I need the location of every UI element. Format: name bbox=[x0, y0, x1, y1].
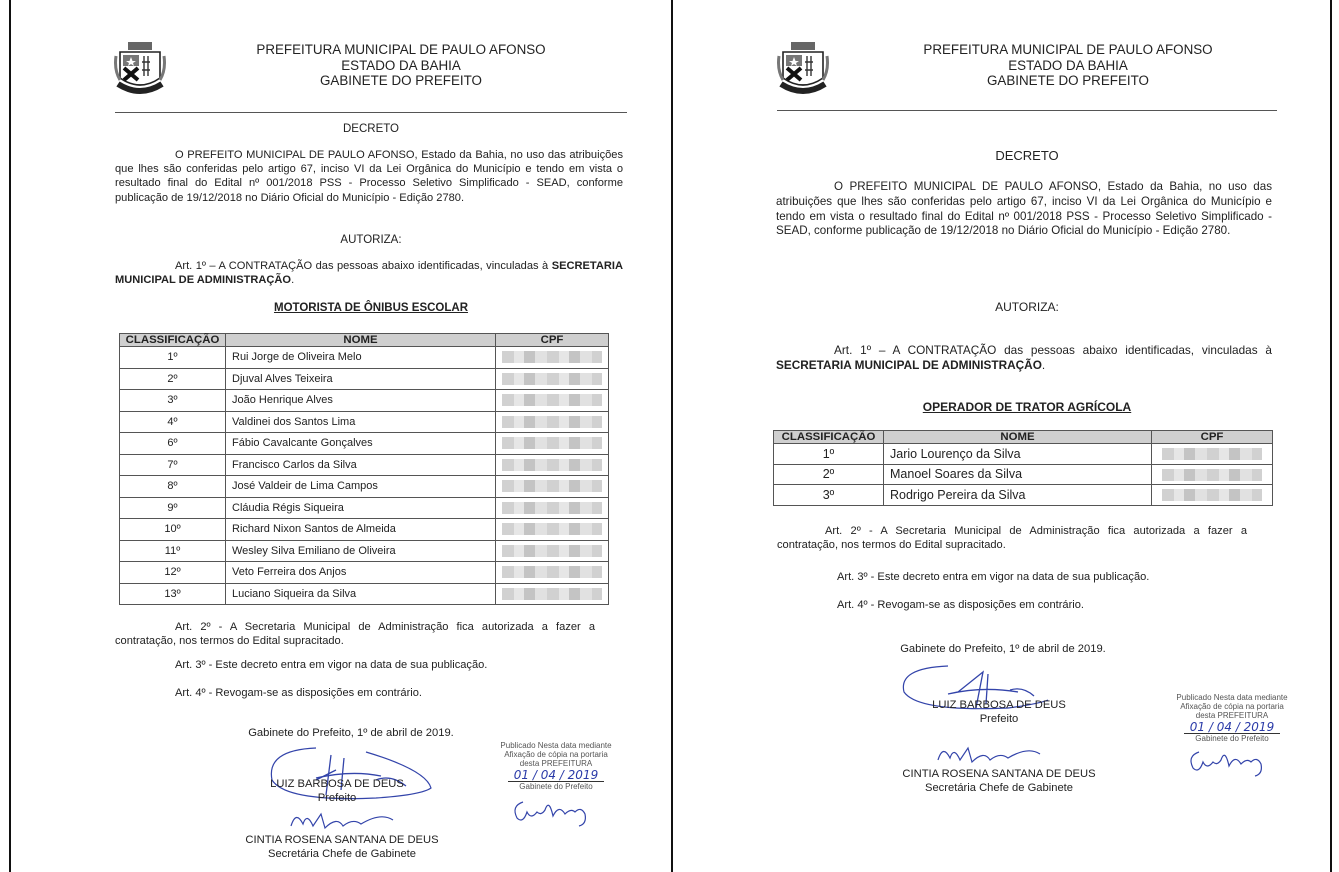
cell-classificacao: 11º bbox=[120, 540, 226, 562]
article-4: Art. 4º - Revogam-se as disposições em contrário. bbox=[175, 687, 422, 699]
table-row bbox=[120, 519, 609, 541]
table-row bbox=[120, 476, 609, 498]
cell-cpf-redacted bbox=[496, 540, 609, 562]
cell-classificacao: 13º bbox=[120, 583, 226, 605]
autoriza-heading: AUTORIZA: bbox=[340, 234, 402, 246]
table-row bbox=[120, 540, 609, 562]
cell-cpf-redacted bbox=[1152, 485, 1273, 506]
signer-1-role: Prefeito bbox=[979, 713, 1019, 725]
cell-cpf-redacted bbox=[496, 476, 609, 498]
cell-nome: Veto Ferreira dos Anjos bbox=[226, 562, 496, 584]
chief-of-staff-signature bbox=[928, 740, 1048, 770]
candidates-table-body bbox=[774, 444, 1273, 506]
signer-1-name: LUIZ BARBOSA DE DEUS bbox=[270, 778, 404, 790]
cell-cpf-redacted bbox=[496, 454, 609, 476]
page-edge-right bbox=[1330, 0, 1332, 872]
cell-classificacao: 7º bbox=[120, 454, 226, 476]
column-header-nome: NOME bbox=[884, 431, 1152, 444]
redaction-blur bbox=[502, 523, 602, 535]
cell-cpf-redacted bbox=[496, 519, 609, 541]
header-divider bbox=[115, 112, 627, 113]
cell-nome: Wesley Silva Emiliano de Oliveira bbox=[226, 540, 496, 562]
redaction-blur bbox=[1162, 489, 1262, 501]
cell-classificacao: 3º bbox=[120, 390, 226, 412]
article-2-text: Art. 2º - A Secretaria Municipal de Administração fica autorizada a fazer a contratação, nos termos do Edital supracitado. bbox=[115, 621, 595, 648]
signer-1-role: Prefeito bbox=[317, 792, 357, 804]
municipal-crest-logo bbox=[777, 40, 829, 98]
cell-nome: José Valdeir de Lima Campos bbox=[226, 476, 496, 498]
cell-cpf-redacted bbox=[496, 368, 609, 390]
article-3: Art. 3º - Este decreto entra em vigor na data de sua publicação. bbox=[837, 571, 1150, 583]
header-divider bbox=[777, 110, 1277, 111]
signer-2-name: CINTIA ROSENA SANTANA DE DEUS bbox=[245, 834, 439, 846]
cell-cpf-redacted bbox=[496, 497, 609, 519]
column-header-classificacao: CLASSIFICAÇÃO bbox=[120, 334, 226, 347]
cell-nome: Francisco Carlos da Silva bbox=[226, 454, 496, 476]
cell-nome: Jario Lourenço da Silva bbox=[884, 444, 1152, 465]
column-header-nome: NOME bbox=[226, 334, 496, 347]
column-header-cpf: CPF bbox=[496, 334, 609, 347]
cell-cpf-redacted bbox=[496, 562, 609, 584]
autoriza-heading: AUTORIZA: bbox=[995, 300, 1059, 314]
redaction-blur bbox=[502, 480, 602, 492]
letterhead bbox=[231, 42, 571, 89]
cell-classificacao: 10º bbox=[120, 519, 226, 541]
redaction-blur bbox=[502, 394, 602, 406]
cell-classificacao: 9º bbox=[120, 497, 226, 519]
letterhead-line-3: GABINETE DO PREFEITO bbox=[320, 73, 482, 88]
cell-classificacao: 1º bbox=[120, 347, 226, 369]
section-title-motorista: MOTORISTA DE ÔNIBUS ESCOLAR bbox=[273, 302, 469, 314]
article-1: Art. 1º – A CONTRATAÇÃO das pessoas abaixo identificadas, vinculadas à SECRETARIA MUNICIPAL DE ADMINISTRAÇÃO. bbox=[115, 260, 623, 287]
redaction-blur bbox=[502, 459, 602, 471]
redaction-blur bbox=[502, 566, 602, 578]
article-3: Art. 3º - Este decreto entra em vigor na data de sua publicação. bbox=[175, 659, 488, 671]
cell-classificacao: 4º bbox=[120, 411, 226, 433]
preamble-paragraph bbox=[115, 148, 623, 205]
document-page-left bbox=[11, 0, 671, 872]
cell-cpf-redacted bbox=[496, 583, 609, 605]
cell-nome: Rodrigo Pereira da Silva bbox=[884, 485, 1152, 506]
cell-nome: Valdinei dos Santos Lima bbox=[226, 411, 496, 433]
preamble-text: O PREFEITO MUNICIPAL DE PAULO AFONSO, Estado da Bahia, no uso das atribuições que lhes são conferidas pelo artigo 67, inciso VI da Lei Orgânica do Município e tendo em vista o resultado final do Edital nº 001/2018 PSS - Processo Seletivo Simplificado - SEAD, conforme publicação de 19/12/2018 no Diário Oficial do Município - Edição 2780. bbox=[776, 180, 1272, 238]
cell-classificacao: 1º bbox=[774, 444, 884, 465]
cell-classificacao: 3º bbox=[774, 485, 884, 506]
letterhead-line-2: ESTADO DA BAHIA bbox=[1008, 57, 1128, 73]
table-row bbox=[774, 485, 1273, 506]
letterhead-line-1: PREFEITURA MUNICIPAL DE PAULO AFONSO bbox=[923, 42, 1213, 57]
stamp-date: 01 / 04 / 2019 bbox=[508, 769, 604, 782]
article-2 bbox=[777, 524, 1247, 552]
cell-nome: Djuval Alves Teixeira bbox=[226, 368, 496, 390]
table-row bbox=[120, 347, 609, 369]
cell-nome: Fábio Cavalcante Gonçalves bbox=[226, 433, 496, 455]
table-row bbox=[120, 368, 609, 390]
cell-classificacao: 2º bbox=[774, 464, 884, 485]
cell-nome: Richard Nixon Santos de Almeida bbox=[226, 519, 496, 541]
publication-stamp: Publicado Nesta data mediante Afixação de cópia na portaria desta PREFEITURA 01 / 04 / 2019 Gabinete do Prefeito bbox=[500, 741, 612, 791]
decree-title: DECRETO bbox=[995, 148, 1059, 163]
table-row bbox=[120, 562, 609, 584]
letterhead-line-1: PREFEITURA MUNICIPAL DE PAULO AFONSO bbox=[256, 42, 546, 57]
stamp-signature bbox=[509, 794, 599, 828]
cell-nome: Luciano Siqueira da Silva bbox=[226, 583, 496, 605]
preamble-paragraph bbox=[776, 180, 1272, 239]
signer-1-name: LUIZ BARBOSA DE DEUS bbox=[932, 699, 1066, 711]
redaction-blur bbox=[502, 351, 602, 363]
article-1-text: Art. 1º – A CONTRATAÇÃO das pessoas abaixo identificadas, vinculadas à bbox=[834, 343, 1272, 357]
redaction-blur bbox=[502, 502, 602, 514]
table-row bbox=[120, 454, 609, 476]
column-header-cpf: CPF bbox=[1152, 431, 1273, 444]
table-row bbox=[120, 583, 609, 605]
cell-cpf-redacted bbox=[496, 390, 609, 412]
redaction-blur bbox=[502, 545, 602, 557]
redaction-blur bbox=[502, 416, 602, 428]
cell-cpf-redacted bbox=[496, 411, 609, 433]
candidates-table bbox=[773, 430, 1273, 506]
article-4: Art. 4º - Revogam-se as disposições em contrário. bbox=[837, 599, 1084, 611]
candidates-table bbox=[119, 333, 609, 605]
signer-2-role: Secretária Chefe de Gabinete bbox=[267, 848, 417, 860]
article-2-text: Art. 2º - A Secretaria Municipal de Administração fica autorizada a fazer a contratação, nos termos do Edital supracitado. bbox=[777, 525, 1247, 552]
candidates-table-body bbox=[120, 347, 609, 605]
redaction-blur bbox=[502, 588, 602, 600]
cell-nome: João Henrique Alves bbox=[226, 390, 496, 412]
stamp-signature bbox=[1185, 744, 1275, 778]
letterhead-line-2: ESTADO DA BAHIA bbox=[341, 57, 461, 73]
cell-cpf-redacted bbox=[496, 347, 609, 369]
article-1-secretaria: SECRETARIA MUNICIPAL DE ADMINISTRAÇÃO bbox=[776, 357, 1042, 372]
cell-classificacao: 2º bbox=[120, 368, 226, 390]
table-header-row bbox=[120, 334, 609, 347]
article-1-text: Art. 1º – A CONTRATAÇÃO das pessoas abaixo identificadas, vinculadas à bbox=[175, 260, 552, 272]
signer-2-role: Secretária Chefe de Gabinete bbox=[924, 782, 1074, 794]
redaction-blur bbox=[502, 373, 602, 385]
redaction-blur bbox=[1162, 469, 1262, 481]
article-2 bbox=[115, 620, 595, 648]
table-row bbox=[120, 497, 609, 519]
table-header-row bbox=[774, 431, 1273, 444]
publication-stamp: Publicado Nesta data mediante Afixação de cópia na portaria desta PREFEITURA 01 / 04 / 2019 Gabinete do Prefeito bbox=[1176, 693, 1288, 743]
section-title-operador: OPERADOR DE TRATOR AGRÍCOLA bbox=[922, 400, 1132, 414]
redaction-blur bbox=[502, 437, 602, 449]
table-row bbox=[120, 433, 609, 455]
stamp-date: 01 / 04 / 2019 bbox=[1184, 721, 1280, 734]
article-1-secretaria: SECRETARIA MUNICIPAL DE ADMINISTRAÇÃO bbox=[115, 260, 623, 287]
article-1: Art. 1º – A CONTRATAÇÃO das pessoas abaixo identificadas, vinculadas à SECRETARIA MUNICIPAL DE ADMINISTRAÇÃO. bbox=[776, 343, 1272, 372]
cell-classificacao: 6º bbox=[120, 433, 226, 455]
document-page-right bbox=[673, 0, 1330, 872]
redaction-blur bbox=[1162, 448, 1262, 460]
letterhead bbox=[898, 42, 1238, 89]
municipal-crest-logo bbox=[114, 40, 166, 98]
cell-nome: Manoel Soares da Silva bbox=[884, 464, 1152, 485]
cell-classificacao: 8º bbox=[120, 476, 226, 498]
cell-cpf-redacted bbox=[1152, 464, 1273, 485]
signer-2-name: CINTIA ROSENA SANTANA DE DEUS bbox=[902, 768, 1096, 780]
table-row bbox=[774, 464, 1273, 485]
cell-classificacao: 12º bbox=[120, 562, 226, 584]
preamble-text: O PREFEITO MUNICIPAL DE PAULO AFONSO, Estado da Bahia, no uso das atribuições que lhes são conferidas pelo artigo 67, inciso VI da Lei Orgânica do Município e tendo em vista o resultado final do Edital nº 001/2018 PSS - Processo Seletivo Simplificado - SEAD, conforme publicação de 19/12/2018 no Diário Oficial do Município - Edição 2780. bbox=[115, 149, 623, 204]
date-line: Gabinete do Prefeito, 1º de abril de 2019. bbox=[900, 643, 1106, 655]
letterhead-line-3: GABINETE DO PREFEITO bbox=[987, 73, 1149, 88]
table-row bbox=[120, 411, 609, 433]
cell-nome: Cláudia Régis Siqueira bbox=[226, 497, 496, 519]
table-row bbox=[120, 390, 609, 412]
cell-cpf-redacted bbox=[496, 433, 609, 455]
decree-title: DECRETO bbox=[342, 123, 400, 135]
chief-of-staff-signature bbox=[281, 806, 401, 836]
column-header-classificacao: CLASSIFICAÇÃO bbox=[774, 431, 884, 444]
cell-cpf-redacted bbox=[1152, 444, 1273, 465]
date-line: Gabinete do Prefeito, 1º de abril de 2019. bbox=[248, 727, 454, 739]
table-row bbox=[774, 444, 1273, 465]
cell-nome: Rui Jorge de Oliveira Melo bbox=[226, 347, 496, 369]
